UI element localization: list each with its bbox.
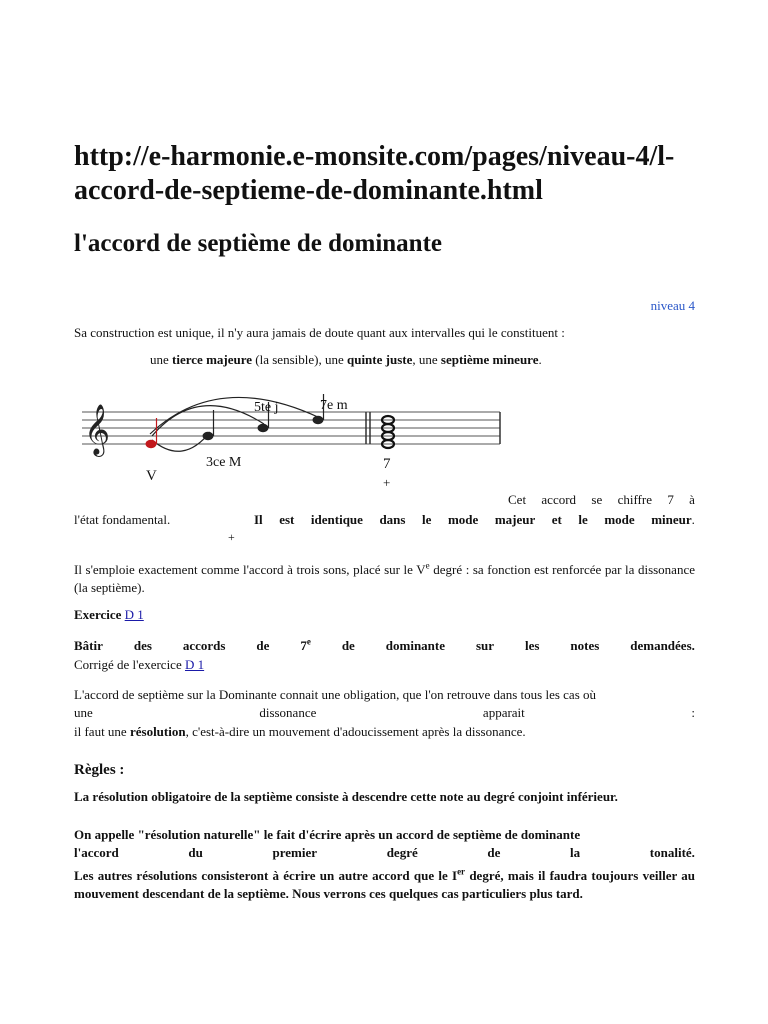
text: il faut une bbox=[74, 724, 130, 739]
word: la bbox=[570, 845, 581, 860]
resolution-word: résolution bbox=[129, 724, 186, 739]
word: dans bbox=[379, 512, 406, 527]
word: du bbox=[188, 845, 203, 860]
regle-3 bbox=[74, 867, 695, 903]
intervals-text: , une bbox=[412, 352, 441, 367]
word: premier bbox=[272, 845, 318, 860]
word: notes bbox=[570, 638, 600, 653]
word: Cet bbox=[508, 492, 527, 507]
septieme-mineure: septième mineure bbox=[440, 352, 539, 367]
word: accord bbox=[541, 492, 577, 507]
word: à bbox=[689, 492, 695, 507]
seven: 7 bbox=[300, 638, 307, 653]
word: mode bbox=[447, 512, 479, 527]
word: une bbox=[74, 705, 93, 720]
label-5te: 5te j bbox=[254, 400, 279, 415]
obligation-line3 bbox=[74, 724, 526, 740]
word: demandées. bbox=[630, 638, 695, 653]
page-title: l'accord de septième de dominante bbox=[74, 230, 443, 257]
emploi-text-part: degré : sa fonction est renforcée par la dissonance (la septième). bbox=[74, 562, 695, 595]
label-figure-7: 7 bbox=[383, 456, 391, 472]
word: mode bbox=[604, 512, 635, 527]
emploi-text bbox=[74, 561, 695, 597]
corrige-d1-link[interactable]: D 1 bbox=[184, 657, 205, 672]
word: accords bbox=[182, 638, 226, 653]
niveau-link[interactable]: niveau 4 bbox=[650, 298, 695, 313]
word: degré bbox=[386, 845, 418, 860]
chiffre-plus: + bbox=[228, 530, 235, 544]
word: le bbox=[578, 512, 588, 527]
chiffre-line bbox=[508, 492, 695, 508]
note-third bbox=[203, 432, 214, 440]
text: Les autres résolutions consisteront à écrire un autre accord que le I bbox=[74, 868, 458, 883]
superscript: e bbox=[425, 560, 430, 571]
word: est bbox=[279, 512, 295, 527]
batir-line bbox=[74, 638, 695, 654]
word: l'accord bbox=[74, 845, 119, 860]
corrige-label: Corrigé de l'exercice bbox=[74, 657, 185, 672]
word: tonalité. bbox=[649, 845, 695, 860]
tierce-majeure: tierce majeure bbox=[172, 352, 253, 367]
word: : bbox=[691, 705, 695, 720]
word: apparait bbox=[482, 705, 525, 720]
word: de bbox=[256, 638, 270, 653]
word: le bbox=[422, 512, 432, 527]
superscript: e bbox=[306, 636, 311, 647]
label-7e: 7e m bbox=[320, 398, 348, 413]
word: les bbox=[524, 638, 540, 653]
word: dominante bbox=[385, 638, 446, 653]
word: Il bbox=[254, 512, 263, 527]
word: mineur bbox=[651, 512, 692, 527]
exercice-label: Exercice bbox=[74, 607, 125, 622]
label-degree-v: V bbox=[146, 468, 157, 484]
word: chiffre bbox=[617, 492, 652, 507]
obligation-line2 bbox=[74, 705, 695, 721]
obligation-line1: L'accord de septième sur la Dominante connait une obligation, que l'on retrouve dans tous les cas où bbox=[74, 687, 597, 702]
notation-figure bbox=[78, 392, 503, 502]
quinte-juste: quinte juste bbox=[346, 352, 413, 367]
label-figure-plus: + bbox=[383, 475, 391, 490]
exercice-line bbox=[74, 607, 144, 623]
word: Bâtir bbox=[74, 638, 103, 653]
treble-clef-icon: 𝄞 bbox=[84, 404, 111, 455]
chord bbox=[382, 416, 394, 448]
text: , c'est-à-dire un mouvement d'adoucissement après la dissonance. bbox=[185, 724, 526, 739]
exercice-d1-link[interactable]: D 1 bbox=[124, 607, 144, 622]
corrige-line bbox=[74, 657, 204, 673]
note-seventh bbox=[313, 416, 324, 424]
word: de bbox=[487, 845, 501, 860]
word: sur bbox=[475, 638, 495, 653]
label-3ce: 3ce M bbox=[206, 455, 242, 470]
word: identique bbox=[310, 512, 363, 527]
construction-text: Sa construction est unique, il n'y aura jamais de doute quant aux intervalles qui le constituent : bbox=[74, 325, 565, 340]
regle-2-line2 bbox=[74, 845, 695, 861]
word: dissonance bbox=[259, 705, 317, 720]
superscript: er bbox=[457, 866, 466, 877]
intervals-text: . bbox=[538, 352, 542, 367]
etat-fondamental: l'état fondamental. bbox=[74, 512, 171, 527]
text: degré, mais il faudra toujours veiller au mouvement descendant de la septième. Nous verrons ces quelques cas particuliers plus tard. bbox=[74, 868, 695, 901]
intervals-text: une bbox=[150, 352, 173, 367]
word: se bbox=[591, 492, 603, 507]
period: . bbox=[691, 512, 695, 527]
word: majeur bbox=[494, 512, 536, 527]
intervals-text: (la sensible), une bbox=[252, 352, 347, 367]
word: des bbox=[133, 638, 152, 653]
regles-heading: Règles : bbox=[74, 762, 125, 778]
regle-1: La résolution obligatoire de la septième consiste à descendre cette note au degré conjoint inférieur. bbox=[74, 789, 618, 804]
staff-svg bbox=[78, 392, 503, 502]
note-root bbox=[146, 440, 157, 448]
note-fifth bbox=[258, 424, 269, 432]
word: de bbox=[341, 638, 355, 653]
emploi-text-part: Il s'emploie exactement comme l'accord à trois sons, placé sur le V bbox=[74, 562, 426, 577]
regle-2-line1: On appelle "résolution naturelle" le fait d'écrire après un accord de septième de dominante bbox=[74, 827, 581, 842]
figure-7: 7 bbox=[667, 492, 674, 507]
word: et bbox=[551, 512, 562, 527]
source-url[interactable]: http://e-harmonie.e-monsite.com/pages/niveau-4/l-accord-de-septieme-de-dominante.html bbox=[74, 141, 675, 206]
identique-line bbox=[254, 512, 695, 528]
intervals-line bbox=[150, 352, 542, 368]
